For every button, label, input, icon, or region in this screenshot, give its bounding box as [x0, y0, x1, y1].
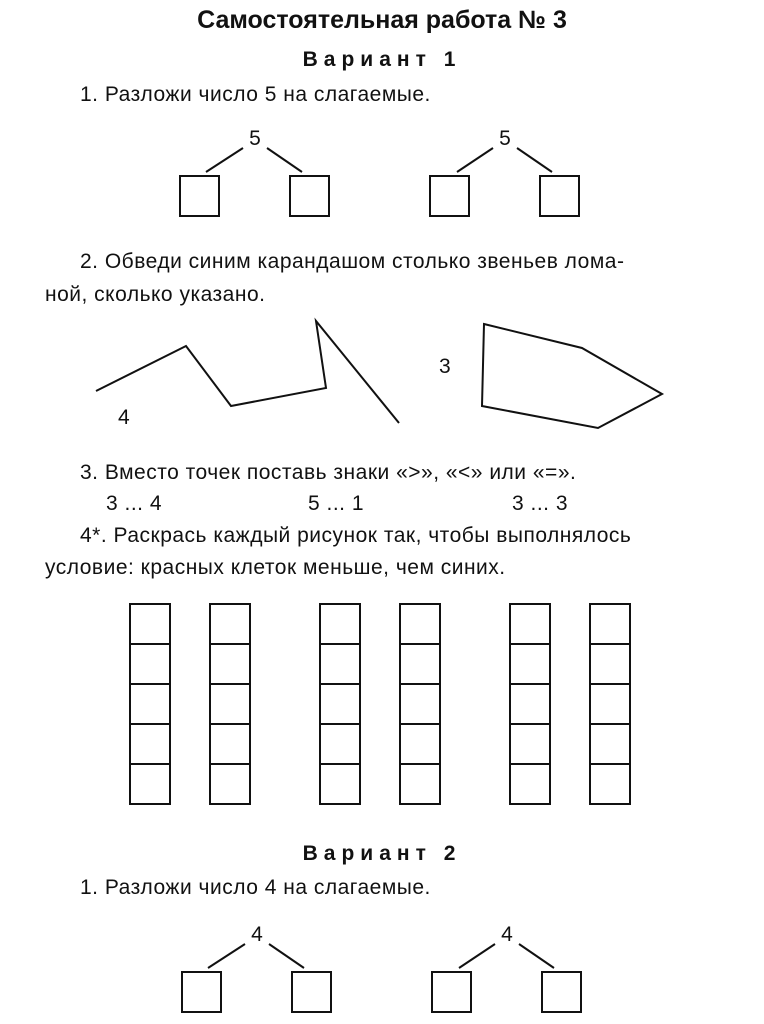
v1-task3-text: 3. Вместо точек поставь знаки «>», «<» или «=».: [80, 461, 577, 484]
variant-1-heading: Вариант 1: [302, 48, 462, 71]
v1-task3-expr1: 3 ... 4: [106, 492, 163, 515]
v2-task1-text: 1. Разложи число 4 на слагаемые.: [80, 876, 431, 899]
v1-tree1-number: 5: [249, 127, 261, 150]
broken-line-label-3: 3: [439, 355, 451, 378]
v1-task4-line2: условие: красных клеток меньше, чем синих.: [45, 556, 506, 579]
v2-tree2-left-box[interactable]: [432, 972, 471, 1012]
v1-task2-line2: ной, сколько указано.: [45, 283, 266, 306]
v2-tree2-right-box[interactable]: [542, 972, 581, 1012]
v2-tree1-right-box[interactable]: [292, 972, 331, 1012]
v1-task1-text: 1. Разложи число 5 на слагаемые.: [80, 83, 431, 106]
v1-task3-expr2: 5 ... 1: [308, 492, 365, 515]
v2-tree1-right-branch: [269, 944, 304, 968]
v2-tree1-left-branch: [208, 944, 245, 968]
v1-tree2-number: 5: [499, 127, 511, 150]
v2-tree1-left-box[interactable]: [182, 972, 221, 1012]
v2-tree2-left-branch: [459, 944, 495, 968]
v2-tree1-number: 4: [251, 923, 263, 946]
variant-2-heading: Вариант 2: [302, 842, 462, 865]
v1-task3-expr3: 3 ... 3: [512, 492, 569, 515]
v2-tree2-right-branch: [519, 944, 554, 968]
v1-task4-line1: 4*. Раскрась каждый рисунок так, чтобы выполнялось: [80, 524, 632, 547]
broken-line-label-4: 4: [118, 406, 130, 429]
v2-tree2-number: 4: [501, 923, 513, 946]
page-title: Самостоятельная работа № 3: [197, 6, 567, 34]
v1-task2-line1: 2. Обведи синим карандашом столько звеньев лома-: [80, 250, 625, 273]
